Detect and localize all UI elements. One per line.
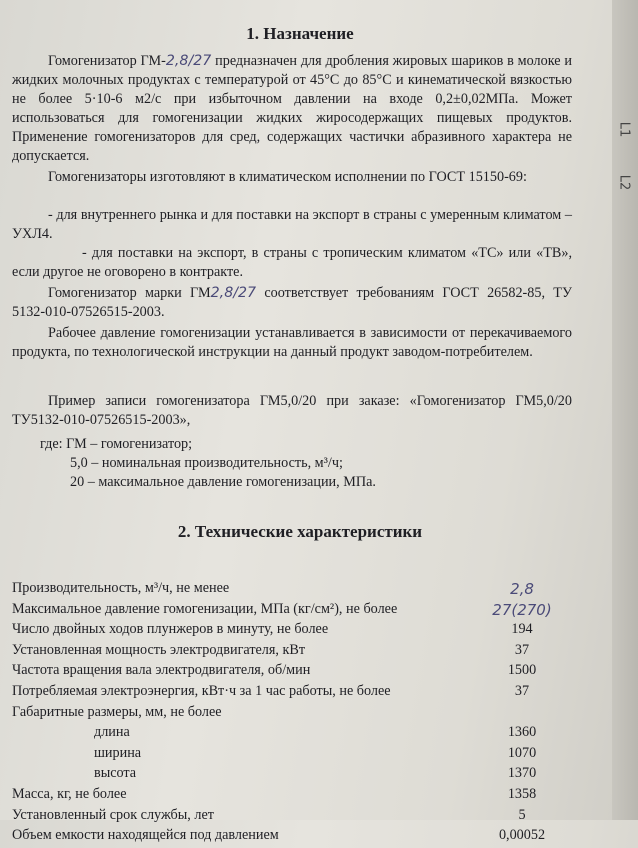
page-margin-strip [612, 0, 638, 820]
handwritten-model: 2,8/27 [165, 53, 212, 69]
climate-paragraph: Гомогенизаторы изготовляют в климатическом исполнении по ГОСТ 15150-69: [48, 169, 527, 185]
spec-value: 5 [518, 806, 526, 823]
section-1-title: 1. Назначение [246, 24, 354, 43]
spec-value: 37 [514, 682, 530, 699]
spec-value: 37 [514, 641, 530, 658]
standard-paragraph: Гомогенизатор марки ГМ2,8/27 соответствует требованиям ГОСТ 26582-85, ТУ 5132-010-07526515-2003. [12, 285, 572, 320]
spec-row: Частота вращения вала электродвигателя, об/мин 1500 [12, 662, 572, 683]
spec-value: 1358 [507, 785, 537, 802]
climate-item-domestic: - для внутреннего рынка и для поставки на экспорт в страны с умеренным климатом – УХЛ4. [12, 207, 572, 242]
spec-value: 1070 [507, 744, 537, 761]
spec-row: Масса, кг, не более 1358 [12, 786, 572, 807]
spec-row: Объем емкости находящейся под давлением 0,00052 [12, 827, 572, 848]
spec-row: Максимальное давление гомогенизации, МПа (кг/см²), не более 27(270) [12, 601, 572, 622]
handwritten-model-2: 2,8/27 [210, 285, 257, 301]
spec-value: 1370 [507, 765, 537, 782]
example-line-3: 5,0 – номинальная производительность, м³/ч; [70, 455, 343, 471]
spec-row: Установленный срок службы, лет 5 [12, 807, 572, 828]
spec-value: 194 [511, 621, 533, 638]
section-2-title: 2. Технические характеристики [177, 522, 423, 541]
margin-mark-1: L1 [616, 121, 632, 138]
spec-row: Установленная мощность электродвигателя, кВт 37 [12, 642, 572, 663]
climate-item-tropical: - для поставки на экспорт, в страны с тропическим климатом «ТС» или «ТВ», если другое не оговорено в контракте. [12, 245, 572, 280]
spec-row: Потребляемая электроэнергия, кВт·ч за 1 час работы, не более 37 [12, 683, 572, 704]
spec-value: 2,8 [510, 580, 534, 598]
spec-table [12, 580, 572, 848]
spec-row: Производительность, м³/ч, не менее 2,8 [12, 580, 572, 601]
margin-mark-2: L2 [616, 174, 632, 191]
purpose-paragraph: Гомогенизатор ГМ-2,8/27 предназначен для дробления жировых шариков в молоке и жидких молочных продуктах с температурой от 45°С до 85°С и кинематической вязкостью не более 5·10-6 м2/с при избыточном давлении на входе 0,2±0,02МПа. Может использоваться для гомогенизации жидких жиросодержащих пищевых продуктов. Применение гомогенизаторов для сред, содержащих частички абразивного характера не допускается. [12, 53, 572, 164]
spec-row: ширина 1070 [12, 745, 572, 766]
spec-row: длина 1360 [12, 724, 572, 745]
example-paragraph: Пример записи гомогенизатора ГМ5,0/20 при заказе: «Гомогенизатор ГМ5,0/20 ТУ5132-010-07526515-2003», [12, 393, 572, 428]
spec-value: 1500 [507, 662, 537, 679]
spec-row: Габаритные размеры, мм, не более [12, 703, 222, 720]
spec-row: Число двойных ходов плунжеров в минуту, не более 194 [12, 621, 572, 642]
pressure-paragraph: Рабочее давление гомогенизации устанавливается в зависимости от перекачиваемого продукта, по технологической инструкции на данный продукт заводом-потребителем. [12, 325, 572, 360]
example-line-2: где: ГМ – гомогенизатор; [40, 436, 193, 452]
spec-row: высота 1370 [12, 765, 572, 786]
spec-value: 0,00052 [498, 827, 546, 844]
spec-value: 27(270) [492, 600, 552, 619]
example-line-4: 20 – максимальное давление гомогенизации, МПа. [70, 474, 376, 490]
spec-value: 1360 [507, 724, 537, 741]
